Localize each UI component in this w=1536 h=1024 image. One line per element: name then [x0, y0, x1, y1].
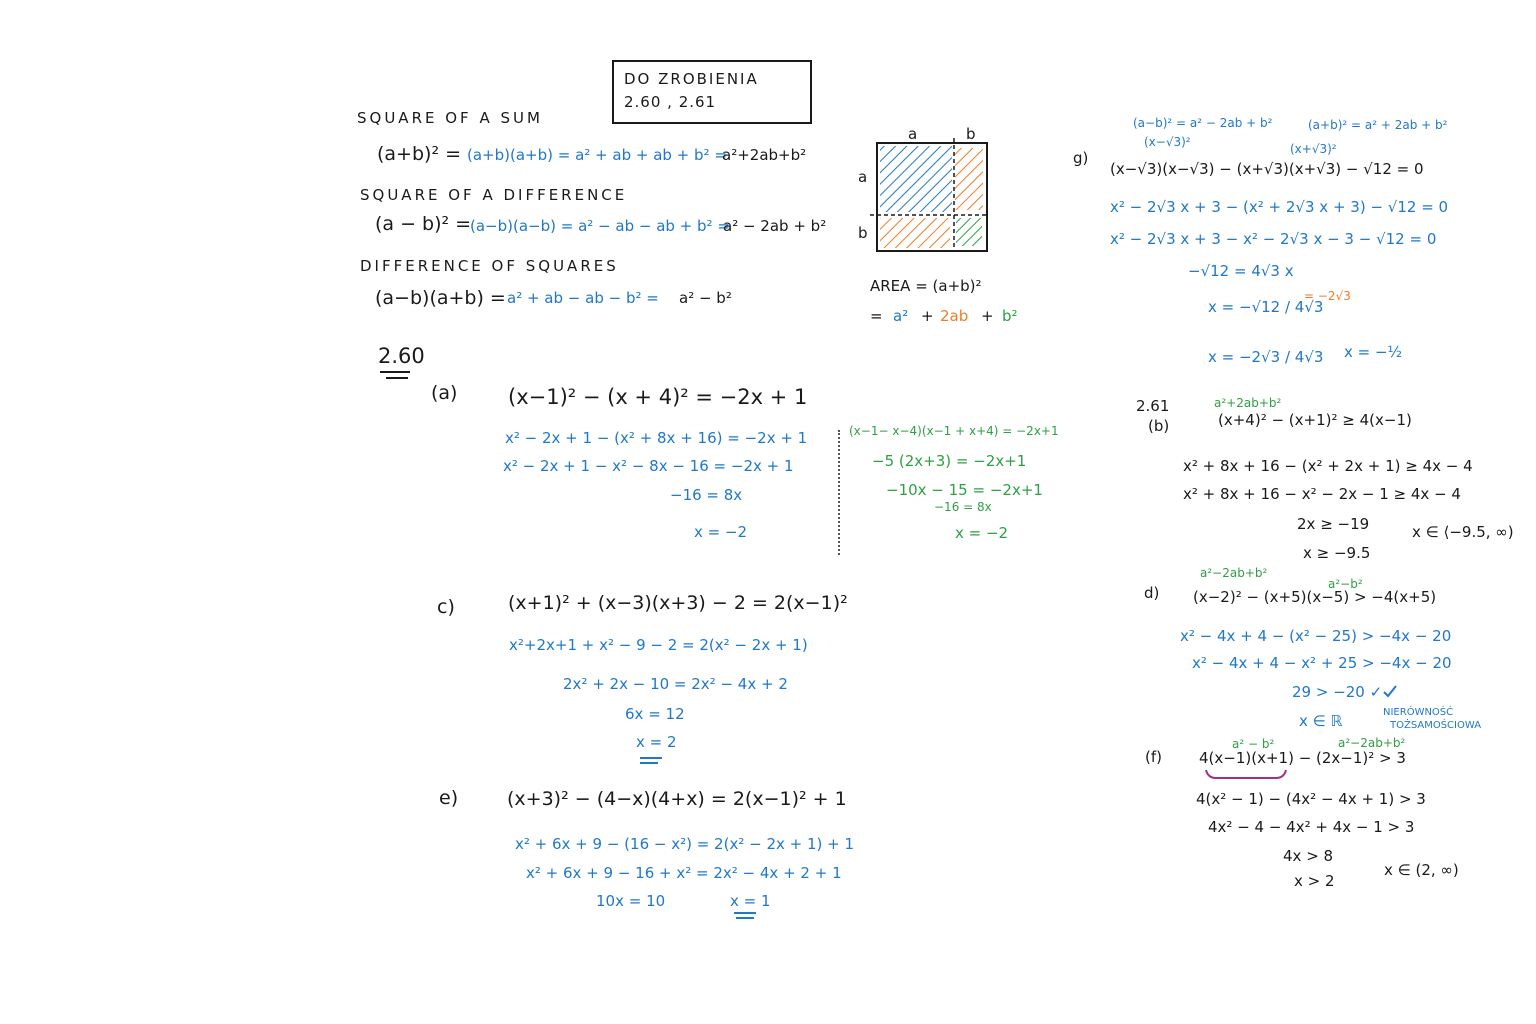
- exg-step3: −√12 = 4√3 x: [1188, 262, 1294, 280]
- ex260e-step3: 10x = 10: [596, 892, 666, 910]
- exercise-261-title: 2.61: [1136, 397, 1170, 415]
- ex261f-label: (f): [1145, 748, 1162, 766]
- square-of-sum-lhs: (a+b)² =: [377, 143, 462, 165]
- diagram-label-a-left: a: [858, 168, 868, 186]
- ex260a-label: (a): [431, 382, 458, 404]
- ex261f-step3: 4x > 8: [1283, 847, 1334, 865]
- ex261f-step1: 4(x² − 1) − (4x² − 4x + 1) > 3: [1196, 790, 1426, 808]
- ex260e-step2: x² + 6x + 9 − 16 + x² = 2x² − 4x + 2 + 1: [526, 864, 842, 882]
- square-of-difference-lhs: (a − b)² =: [375, 213, 472, 235]
- area-formula: AREA = (a+b)²: [870, 277, 982, 295]
- ex260a-step2: x² − 2x + 1 − x² − 8x − 16 = −2x + 1: [503, 457, 794, 475]
- square-of-difference-expansion: (a−b)(a−b) = a² − ab − ab + b² =: [470, 217, 730, 235]
- dotted-divider: [838, 430, 840, 555]
- ex260a-equation: (x−1)² − (x + 4)² = −2x + 1: [508, 385, 808, 409]
- exercise-260-title: 2.60: [378, 344, 425, 368]
- ex261d-equation: (x−2)² − (x+5)(x−5) > −4(x+5): [1193, 588, 1437, 606]
- square-of-difference-title: SQUARE OF A DIFFERENCE: [360, 186, 628, 204]
- ex260e-answer-underline-1: [734, 912, 756, 914]
- ex261b-note: a²+2ab+b²: [1214, 396, 1282, 410]
- area-plus-1: +: [921, 307, 934, 325]
- ex260c-step2: 2x² + 2x − 10 = 2x² − 4x + 2: [563, 675, 788, 693]
- ex260c-answer-underline-2: [640, 762, 658, 764]
- ex260c-step3: 6x = 12: [625, 705, 685, 723]
- ex261f-note1: a² − b²: [1232, 737, 1275, 751]
- ex261d-step3: 29 > −20 ✓: [1292, 683, 1383, 701]
- difference-of-squares-expansion: a² + ab − ab − b² =: [507, 289, 659, 307]
- ex260a-alt-step2: −5 (2x+3) = −2x+1: [872, 452, 1027, 470]
- ex260c-step4: x = 2: [636, 733, 677, 751]
- ex260a-step3: −16 = 8x: [670, 486, 743, 504]
- ex261d-step2: x² − 4x + 4 − x² + 25 > −4x − 20: [1192, 654, 1452, 672]
- ex260a-alt-step5: x = −2: [955, 524, 1009, 542]
- area-2ab: 2ab: [940, 307, 969, 325]
- ex261b-step2: x² + 8x + 16 − x² − 2x − 1 ≥ 4x − 4: [1183, 485, 1461, 503]
- exg-step1: x² − 2√3 x + 3 − (x² + 2√3 x + 3) − √12 = 0: [1110, 198, 1449, 216]
- ex261f-answer: x ∈ (2, ∞): [1384, 861, 1459, 879]
- ex261d-note2: a²−b²: [1328, 577, 1363, 591]
- exg-step2: x² − 2√3 x + 3 − x² − 2√3 x − 3 − √12 = 0: [1110, 230, 1437, 248]
- ex261d-note4: TOŻSAMOŚCIOWA: [1390, 720, 1482, 731]
- diagram-label-b-left: b: [858, 224, 868, 242]
- exg-label: g): [1073, 149, 1089, 167]
- ex260a-alt-step4: −16 = 8x: [934, 500, 992, 514]
- ex261d-label: d): [1144, 584, 1160, 602]
- ex260e-label: e): [439, 787, 459, 809]
- area-a-squared: a²: [893, 307, 909, 325]
- ex260c-equation: (x+1)² + (x−3)(x+3) − 2 = 2(x−1)²: [508, 592, 848, 614]
- exg-step4-note: = −2√3: [1304, 289, 1351, 303]
- square-of-sum-title: SQUARE OF A SUM: [357, 109, 543, 127]
- ex261b-label: (b): [1148, 417, 1170, 435]
- ex261d-step1: x² − 4x + 4 − (x² − 25) > −4x − 20: [1180, 627, 1452, 645]
- ex261b-step3: 2x ≥ −19: [1297, 515, 1370, 533]
- ex261d-note1: a²−2ab+b²: [1200, 566, 1268, 580]
- todo-line2: 2.60 , 2.61: [624, 93, 717, 111]
- difference-of-squares-lhs: (a−b)(a+b) =: [375, 287, 506, 309]
- ex261f-step2: 4x² − 4 − 4x² + 4x − 1 > 3: [1208, 818, 1415, 836]
- exg-step5: x = −2√3 / 4√3: [1208, 348, 1324, 366]
- check-mark-261d: [1384, 686, 1396, 696]
- ex261f-note2: a²−2ab+b²: [1338, 736, 1406, 750]
- ex261d-answer: x ∈ ℝ: [1299, 712, 1343, 730]
- area-plus-2: +: [981, 307, 994, 325]
- region-ab-right: [955, 148, 983, 210]
- title-underline-1: [380, 371, 410, 373]
- ex260e-equation: (x+3)² − (4−x)(4+x) = 2(x−1)² + 1: [507, 788, 847, 810]
- exg-note-diff-square: (a−b)² = a² − 2ab + b²: [1133, 116, 1273, 130]
- todo-line1: DO ZROBIENIA: [624, 70, 759, 88]
- region-a-squared: [880, 146, 952, 212]
- ex261f-equation: 4(x−1)(x+1) − (2x−1)² > 3: [1199, 749, 1406, 767]
- ex261b-step4: x ≥ −9.5: [1303, 544, 1371, 562]
- ex260a-step1: x² − 2x + 1 − (x² + 8x + 16) = −2x + 1: [505, 429, 808, 447]
- diagram-label-a-top: a: [908, 125, 918, 143]
- ex260e-step4: x = 1: [730, 892, 771, 910]
- exg-note-sum-square: (a+b)² = a² + 2ab + b²: [1308, 118, 1448, 132]
- exg-note-x-plus-sqrt3: (x+√3)²: [1290, 142, 1337, 156]
- ex261d-note3: NIERÓWNOŚĆ: [1383, 707, 1454, 718]
- ex261b-equation: (x+4)² − (x+1)² ≥ 4(x−1): [1218, 411, 1412, 429]
- difference-of-squares-result: a² − b²: [679, 289, 732, 307]
- square-of-sum-result: a²+2ab+b²: [722, 146, 807, 164]
- ex260c-step1: x²+2x+1 + x² − 9 − 2 = 2(x² − 2x + 1): [509, 636, 808, 654]
- square-of-sum-expansion: (a+b)(a+b) = a² + ab + ab + b² =: [467, 146, 727, 164]
- exg-note-x-minus-sqrt3: (x−√3)²: [1144, 135, 1191, 149]
- ex261b-answer: x ∈ ⟨−9.5, ∞): [1412, 523, 1514, 541]
- ex260a-alt-step1: (x−1− x−4)(x−1 + x+4) = −2x+1: [849, 424, 1059, 438]
- area-eq: =: [870, 307, 883, 325]
- exg-step4: x = −√12 / 4√3: [1208, 298, 1324, 316]
- ex261b-step1: x² + 8x + 16 − (x² + 2x + 1) ≥ 4x − 4: [1183, 457, 1473, 475]
- brace-mark: [1206, 770, 1286, 778]
- exg-equation: (x−√3)(x−√3) − (x+√3)(x+√3) − √12 = 0: [1110, 160, 1424, 178]
- ex260a-alt-step3: −10x − 15 = −2x+1: [886, 481, 1043, 499]
- diagram-label-b-top: b: [966, 125, 976, 143]
- ex260e-answer-underline-2: [736, 917, 754, 919]
- title-underline-2: [386, 377, 408, 379]
- ex260e-step1: x² + 6x + 9 − (16 − x²) = 2(x² − 2x + 1) + 1: [515, 835, 855, 853]
- region-b-squared: [956, 218, 982, 246]
- ex260c-answer-underline-1: [640, 757, 662, 759]
- region-ab-bottom: [880, 218, 950, 248]
- ex260a-step4: x = −2: [694, 523, 748, 541]
- ex261f-step4: x > 2: [1294, 872, 1335, 890]
- square-of-difference-result: a² − 2ab + b²: [723, 217, 827, 235]
- area-b-squared: b²: [1002, 307, 1018, 325]
- ex260c-label: c): [437, 596, 455, 618]
- difference-of-squares-title: DIFFERENCE OF SQUARES: [360, 257, 619, 275]
- exg-step6: x = −½: [1344, 343, 1403, 361]
